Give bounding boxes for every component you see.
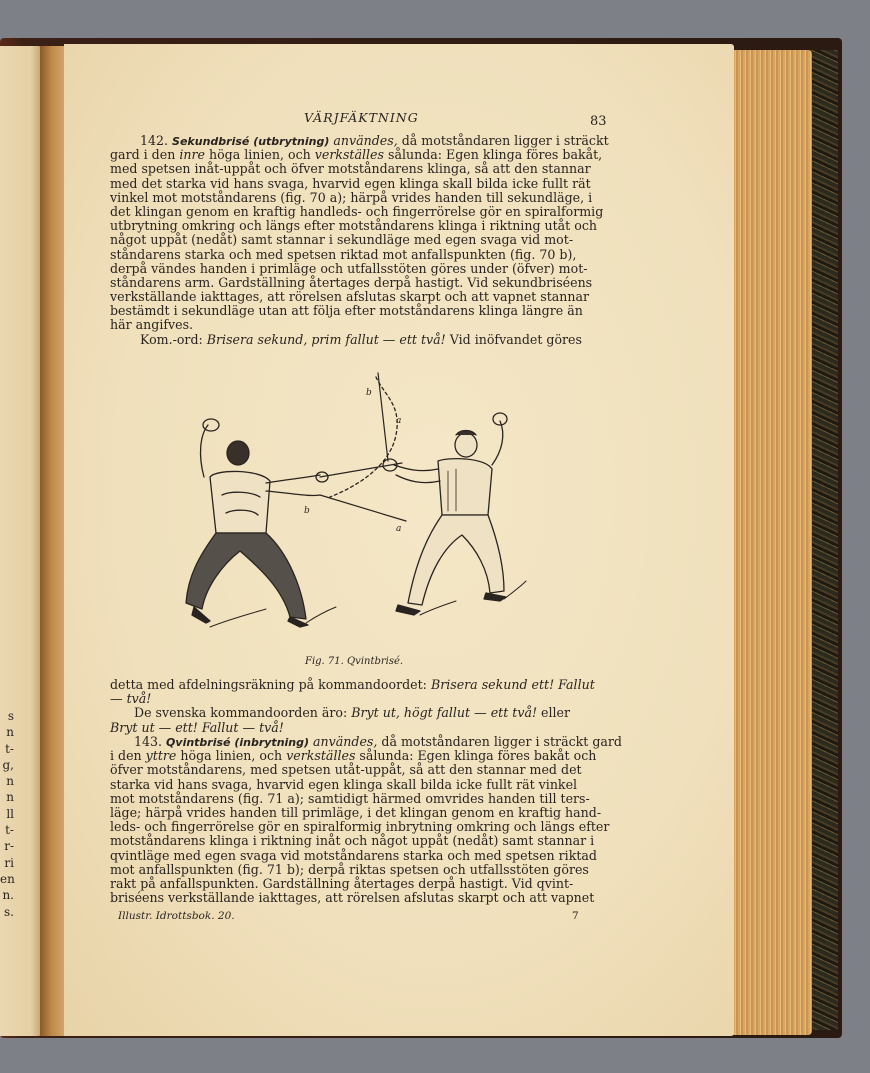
figure-mark: a bbox=[396, 524, 402, 534]
text-line: med det starka vid hans svaga, hvarvid egen klinga skall bilda icke fullt rät bbox=[110, 175, 591, 191]
text-line: i den yttre höga linien, och verkställes sålunda: Egen klinga föres bakåt och bbox=[110, 748, 597, 764]
figure-mark: a bbox=[396, 416, 402, 426]
text-line: 143. Qvintbrisé (inbrytning) användes, då motståndaren ligger i sträckt gard bbox=[134, 734, 622, 749]
page-block-edges bbox=[728, 50, 812, 1035]
left-fragment: t- bbox=[5, 823, 14, 838]
footer-signature-number: 7 bbox=[572, 910, 579, 922]
text-line: detta med afdelningsräkning på kommandoordet: Brisera sekund ett! Fallut bbox=[110, 677, 595, 692]
text-line: vinkel mot motståndarens (fig. 70 a); härpå vrides handen till sekundläge, i bbox=[110, 189, 593, 205]
left-fragment: r- bbox=[4, 839, 14, 854]
text-line: något uppåt (nedåt) samt stannar i sekundläge med egen svaga vid mot- bbox=[110, 232, 574, 248]
text-line: — två! bbox=[110, 691, 152, 707]
text-line: starka vid hans svaga, hvarvid egen klinga skall bilda icke fullt rät vinkel bbox=[110, 776, 578, 792]
left-fragment: en bbox=[0, 871, 15, 886]
text-line: Bryt ut — ett! Fallut — två! bbox=[110, 719, 284, 735]
paragraph-commands bbox=[110, 678, 604, 735]
figure-mark: b bbox=[304, 506, 310, 516]
text-line: öfver motståndarens, med spetsen utåt-uppåt, så att den stannar med det bbox=[110, 762, 582, 778]
left-fragment: n bbox=[6, 725, 14, 740]
text-line: det klingan genom en kraftig handleds- och fingerrörelse gör en spiralformig bbox=[110, 203, 604, 219]
text-line: mot anfallspunkten (fig. 71 b); derpå riktas spetsen och utfallsstöten göres bbox=[110, 861, 589, 877]
footer-signature: Illustr. Idrottsbok. 20. bbox=[118, 910, 235, 922]
text-line: rakt på anfallspunkten. Gardställning återtages derpå hastigt. Vid qvint- bbox=[110, 875, 574, 891]
figure-caption: Fig. 71. Qvintbrisé. bbox=[305, 656, 404, 667]
text-line: verkställande iakttages, att rörelsen afslutas skarpt och att vapnet stannar bbox=[110, 289, 590, 305]
text-line: gard i den inre höga linien, och verkställes sålunda: Egen klinga föres bakåt, bbox=[110, 147, 603, 163]
text-line: derpå vändes handen i primläge och utfallsstöten göres under (öfver) mot- bbox=[110, 260, 588, 276]
marbled-board-edge bbox=[808, 50, 838, 1030]
text-line: utbrytning omkring och längs efter motståndarens klinga i riktning utåt och bbox=[110, 218, 597, 234]
left-fragment: n. bbox=[2, 888, 14, 903]
text-line: ståndarens starka och med spetsen riktad mot anfallspunkten (fig. 70 b), bbox=[110, 246, 577, 262]
left-fragment: ri bbox=[4, 855, 14, 870]
text-line: läge; härpå vrides handen till primläge, i det klingan genom en kraftig hand- bbox=[110, 804, 602, 820]
text-line: 142. Sekundbrisé (utbrytning) användes, då motståndaren ligger i sträckt bbox=[140, 133, 609, 148]
text-line: Kom.-ord: Brisera sekund, prim fallut — ett två! Vid inöfvandet göres bbox=[140, 331, 582, 347]
text-line: qvintläge med egen svaga vid motståndarens starka och med spetsen riktad bbox=[110, 847, 597, 863]
left-fragment: n bbox=[6, 774, 14, 789]
left-page-text-fragments bbox=[0, 708, 14, 920]
running-head: VÄRJFÄKTNING bbox=[304, 110, 419, 125]
text-line: ståndarens arm. Gardställning återtages derpå hastigt. Vid sekundbriséens bbox=[110, 274, 593, 290]
left-fragment: t- bbox=[5, 741, 14, 756]
left-fragment: s bbox=[7, 709, 14, 723]
text-line: bestämdt i sekundläge utan att följa efter motståndarens klinga längre än bbox=[110, 303, 583, 319]
text-line: mot motståndarens (fig. 71 a); samtidigt härmed omvrides handen till ters- bbox=[110, 790, 590, 806]
left-fragment: n bbox=[6, 790, 14, 805]
left-fragment: g, bbox=[2, 757, 14, 772]
left-fragment: ll bbox=[6, 806, 14, 821]
text-line: briséens verkställande iakttages, att rörelsen afslutas skarpt och att vapnet bbox=[110, 890, 595, 906]
figure-mark: b bbox=[366, 388, 372, 398]
text-line: leds- och fingerrörelse gör en spiralformig inbrytning omkring och längs efter bbox=[110, 819, 610, 835]
paragraph-142 bbox=[110, 133, 609, 347]
text-line: här angifves. bbox=[110, 317, 194, 333]
text-line: med spetsen inåt-uppåt och öfver motståndarens klinga, så att den stannar bbox=[110, 161, 591, 177]
left-fencer-raised-arm bbox=[201, 425, 208, 477]
left-fragment: s. bbox=[4, 904, 14, 919]
text-line: De svenska kommandoorden äro: Bryt ut, högt fallut — ett två! eller bbox=[134, 705, 571, 721]
fencing-illustration bbox=[170, 365, 530, 645]
paragraph-143 bbox=[110, 734, 622, 906]
text-line: motståndarens klinga i riktning inåt och något uppåt (nedåt) samt stannar i bbox=[110, 833, 595, 849]
page-number: 83 bbox=[590, 114, 607, 129]
